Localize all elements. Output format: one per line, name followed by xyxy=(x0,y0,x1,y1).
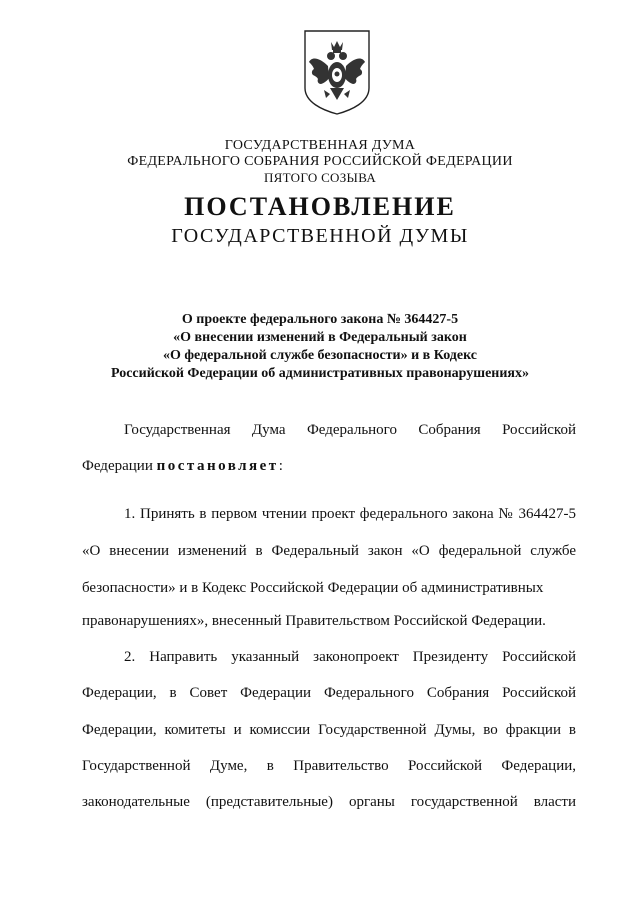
item2-line: Федерации, в Совет Федерации Федерального Собрания Российской xyxy=(82,685,576,701)
header-line-duma: ГОСУДАРСТВЕННАЯ ДУМА xyxy=(224,138,416,153)
subject-line: Российской Федерации об административных правонарушениях» xyxy=(111,366,529,381)
header-line-convocation: ПЯТОГО СОЗЫВА xyxy=(263,170,377,185)
item1-line: 1. Принять в первом чтении проект федерального закона № 364427-5 xyxy=(124,506,576,522)
intro-line: Государственная Дума Федерального Собрания Российской xyxy=(124,422,576,438)
subject-line: О проекте федерального закона № 364427-5 xyxy=(181,312,459,327)
subject-line: «О внесении изменений в Федеральный закон xyxy=(173,330,467,345)
item2-line: Федерации, комитеты и комиссии Государственной Думы, во фракции в xyxy=(82,722,576,738)
item2-line: законодательные (представительные) органы государственной власти xyxy=(82,794,576,810)
item1-line: безопасности» и в Кодекс Российской Федерации об административных xyxy=(82,580,544,596)
document-title: ПОСТАНОВЛЕНИЕ xyxy=(184,192,456,221)
intro-text: Федерации xyxy=(82,458,157,474)
state-emblem-icon xyxy=(302,28,372,116)
subject-line: «О федеральной службе безопасности» и в Кодекс xyxy=(162,348,478,363)
intro-colon: : xyxy=(278,458,283,474)
document-subtitle: ГОСУДАРСТВЕННОЙ ДУМЫ xyxy=(171,225,469,247)
item2-line: Государственной Думе, в Правительство Российской Федерации, xyxy=(82,758,576,774)
item1-line: правонарушениях», внесенный Правительством Российской Федерации. xyxy=(82,613,546,629)
resolves-word: постановляет xyxy=(156,458,279,474)
intro-line-resolves xyxy=(82,457,576,475)
header-line-assembly: ФЕДЕРАЛЬНОГО СОБРАНИЯ РОССИЙСКОЙ ФЕДЕРАЦИИ xyxy=(127,154,513,169)
item1-line: «О внесении изменений в Федеральный закон «О федеральной службе xyxy=(82,543,576,559)
item2-line: 2. Направить указанный законопроект Президенту Российской xyxy=(124,649,576,665)
